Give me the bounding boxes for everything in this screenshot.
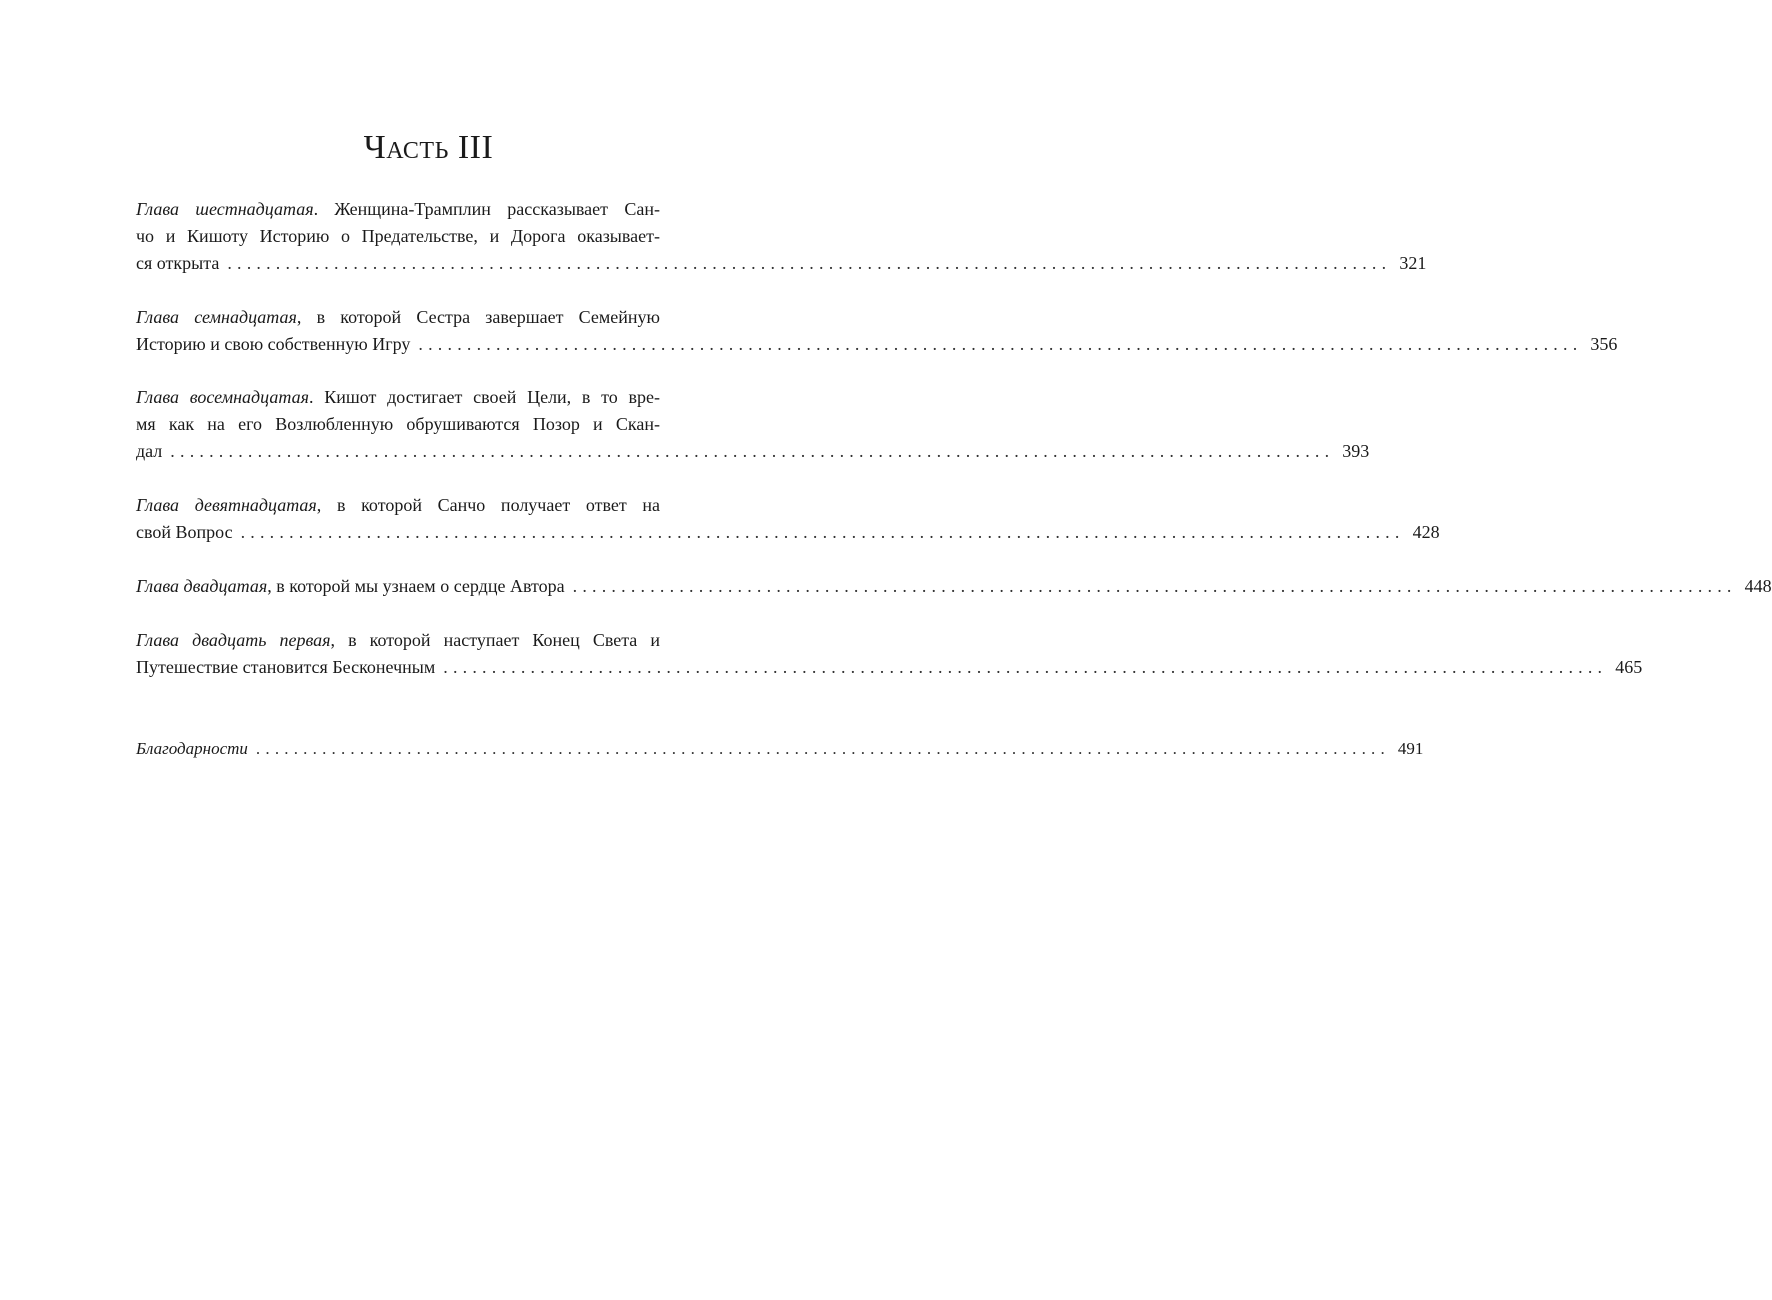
chapter-description: , в которой наступает Конец Света и <box>330 630 660 650</box>
toc-entry[interactable] <box>136 384 1370 465</box>
chapter-description: Историю и свою собственную Игру <box>136 334 411 354</box>
toc-entry[interactable] <box>136 492 1440 546</box>
toc-entry[interactable] <box>136 627 1643 681</box>
entry-line <box>136 331 1618 358</box>
chapter-description: , в которой мы узнаем о сердце Автора <box>267 576 565 596</box>
page-number: 428 <box>1412 522 1440 542</box>
chapter-label: Глава девятнадцатая <box>136 495 317 515</box>
entry-line <box>136 573 1772 600</box>
page-number: 321 <box>1399 253 1427 273</box>
entry-line <box>136 196 660 223</box>
chapter-label: Глава семнадцатая <box>136 307 297 327</box>
acknowledgements-label: Благодарности <box>136 739 248 758</box>
page-number: 356 <box>1590 334 1618 354</box>
page-number: 465 <box>1615 657 1643 677</box>
dot-leader: ........................................................................................................................ <box>443 657 1608 677</box>
chapter-description: мя как на его Возлюбленную обрушиваются Позор и Скан- <box>136 414 660 434</box>
toc-entry-acknowledgements[interactable] <box>136 735 1424 762</box>
entry-line <box>136 519 1440 546</box>
dot-leader: ........................................................................................................................ <box>240 522 1405 542</box>
chapter-label: Глава шестнадцатая <box>136 199 314 219</box>
toc-entry[interactable] <box>136 196 1427 277</box>
chapter-label: Глава двадцать первая <box>136 630 331 650</box>
page-number: 393 <box>1342 441 1370 461</box>
dot-leader: ........................................................................................................................ <box>572 576 1737 596</box>
entry-line <box>136 384 660 411</box>
entry-line <box>136 627 660 654</box>
toc-entry[interactable] <box>136 573 1772 600</box>
entry-line <box>136 492 660 519</box>
dot-leader: ........................................................................................................................ <box>170 441 1335 461</box>
entry-line <box>136 223 660 250</box>
entry-text <box>136 573 573 600</box>
chapter-description: свой Вопрос <box>136 522 233 542</box>
dot-leader: ........................................................................................................................ <box>418 334 1583 354</box>
entry-line <box>136 735 1424 762</box>
entry-line <box>136 438 1370 465</box>
part-title: Часть III <box>363 129 494 166</box>
page-number: 491 <box>1397 739 1424 758</box>
chapter-description: чо и Кишоту Историю о Предательстве, и Дорога оказывает- <box>136 226 660 246</box>
dot-leader: ........................................................................................................................ <box>227 253 1392 273</box>
toc-entry[interactable] <box>136 304 1618 358</box>
chapter-description: . Кишот достигает своей Цели, в то вре- <box>308 387 660 407</box>
chapter-description: дал <box>136 441 163 461</box>
entry-line <box>136 304 660 331</box>
chapter-description: . Женщина-Трамплин рассказывает Сан- <box>313 199 660 219</box>
page-number: 448 <box>1744 576 1772 596</box>
chapter-label: Глава восемнадцатая <box>136 387 309 407</box>
chapter-description: Путешествие становится Бесконечным <box>136 657 436 677</box>
entry-line <box>136 250 1427 277</box>
dot-leader: ........................................................................................................................ <box>255 739 1390 758</box>
chapter-description: , в которой Санчо получает ответ на <box>316 495 661 515</box>
chapter-description: ся открыта <box>136 253 220 273</box>
entry-line <box>136 411 660 438</box>
entry-line <box>136 654 1643 681</box>
chapter-label: Глава двадцатая <box>136 576 268 596</box>
chapter-description: , в которой Сестра завершает Семейную <box>296 307 660 327</box>
